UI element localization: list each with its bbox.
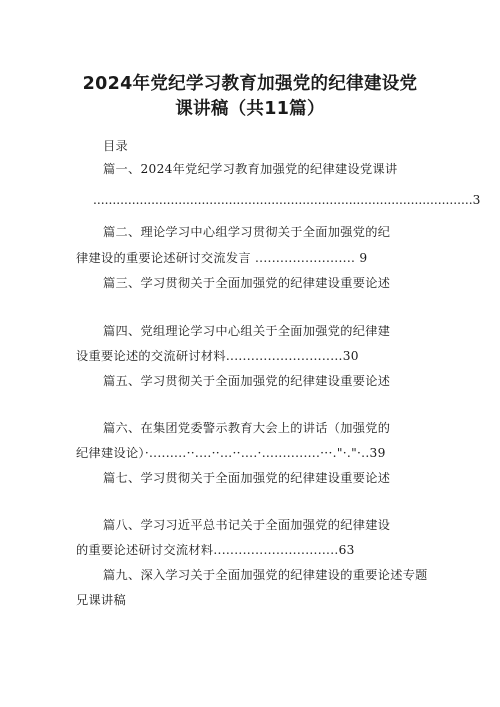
title-line-1: 2024年党纪学习教育加强党的纪律建设党 bbox=[82, 74, 418, 94]
title-line-2: 课讲稿（共11篇） bbox=[175, 99, 325, 119]
toc-entry-7-line-1[interactable]: 篇七、学习贯彻关于全面加强党的纪律建设重要论述 bbox=[103, 471, 391, 485]
toc-entry-3-line-1[interactable]: 篇三、学习贯彻关于全面加强党的纪律建设重要论述 bbox=[103, 276, 391, 290]
toc-entry-8-line-2[interactable]: 的重要论述研讨交流材料..............................63 bbox=[76, 543, 355, 557]
toc-entry-9-line-2[interactable]: 兄课讲稿 bbox=[76, 593, 126, 607]
toc-entry-6-line-1[interactable]: 篇六、在集团党委警示教育大会上的讲话（加强党的 bbox=[103, 421, 391, 435]
toc-heading: 目录 bbox=[103, 139, 128, 153]
toc-entry-5-line-1[interactable]: 篇五、学习贯彻关于全面加强党的纪律建设重要论述 bbox=[103, 374, 391, 388]
document-title bbox=[40, 72, 460, 122]
toc-entry-4-line-2[interactable]: 设重要论述的交流研讨材料............................30 bbox=[76, 349, 359, 363]
toc-entry-8-line-1[interactable]: 篇八、学习习近平总书记关于全面加强党的纪律建设 bbox=[103, 518, 391, 532]
toc-entry-6-line-2[interactable]: 纪律建设论）·.........··....··...··....·..............···."·."·..39 bbox=[76, 446, 386, 460]
toc-entry-9-line-1[interactable]: 篇九、深入学习关于全面加强党的纪律建设的重要论述专题 bbox=[103, 568, 428, 582]
toc-entry-1-line-2[interactable]: ..................................................................................................3 bbox=[93, 193, 481, 207]
toc-entry-1-line-1[interactable]: 篇一、2024年党纪学习教育加强党的纪律建设党课讲 bbox=[103, 162, 398, 176]
toc-entry-2-line-2[interactable]: 律建设的重要论述研讨交流发言 ........................ 9 bbox=[76, 251, 368, 265]
toc-entry-4-line-1[interactable]: 篇四、党组理论学习中心组关于全面加强党的纪律建 bbox=[103, 324, 391, 338]
toc-entry-2-line-1[interactable]: 篇二、理论学习中心组学习贯彻关于全面加强党的纪 bbox=[103, 225, 391, 239]
